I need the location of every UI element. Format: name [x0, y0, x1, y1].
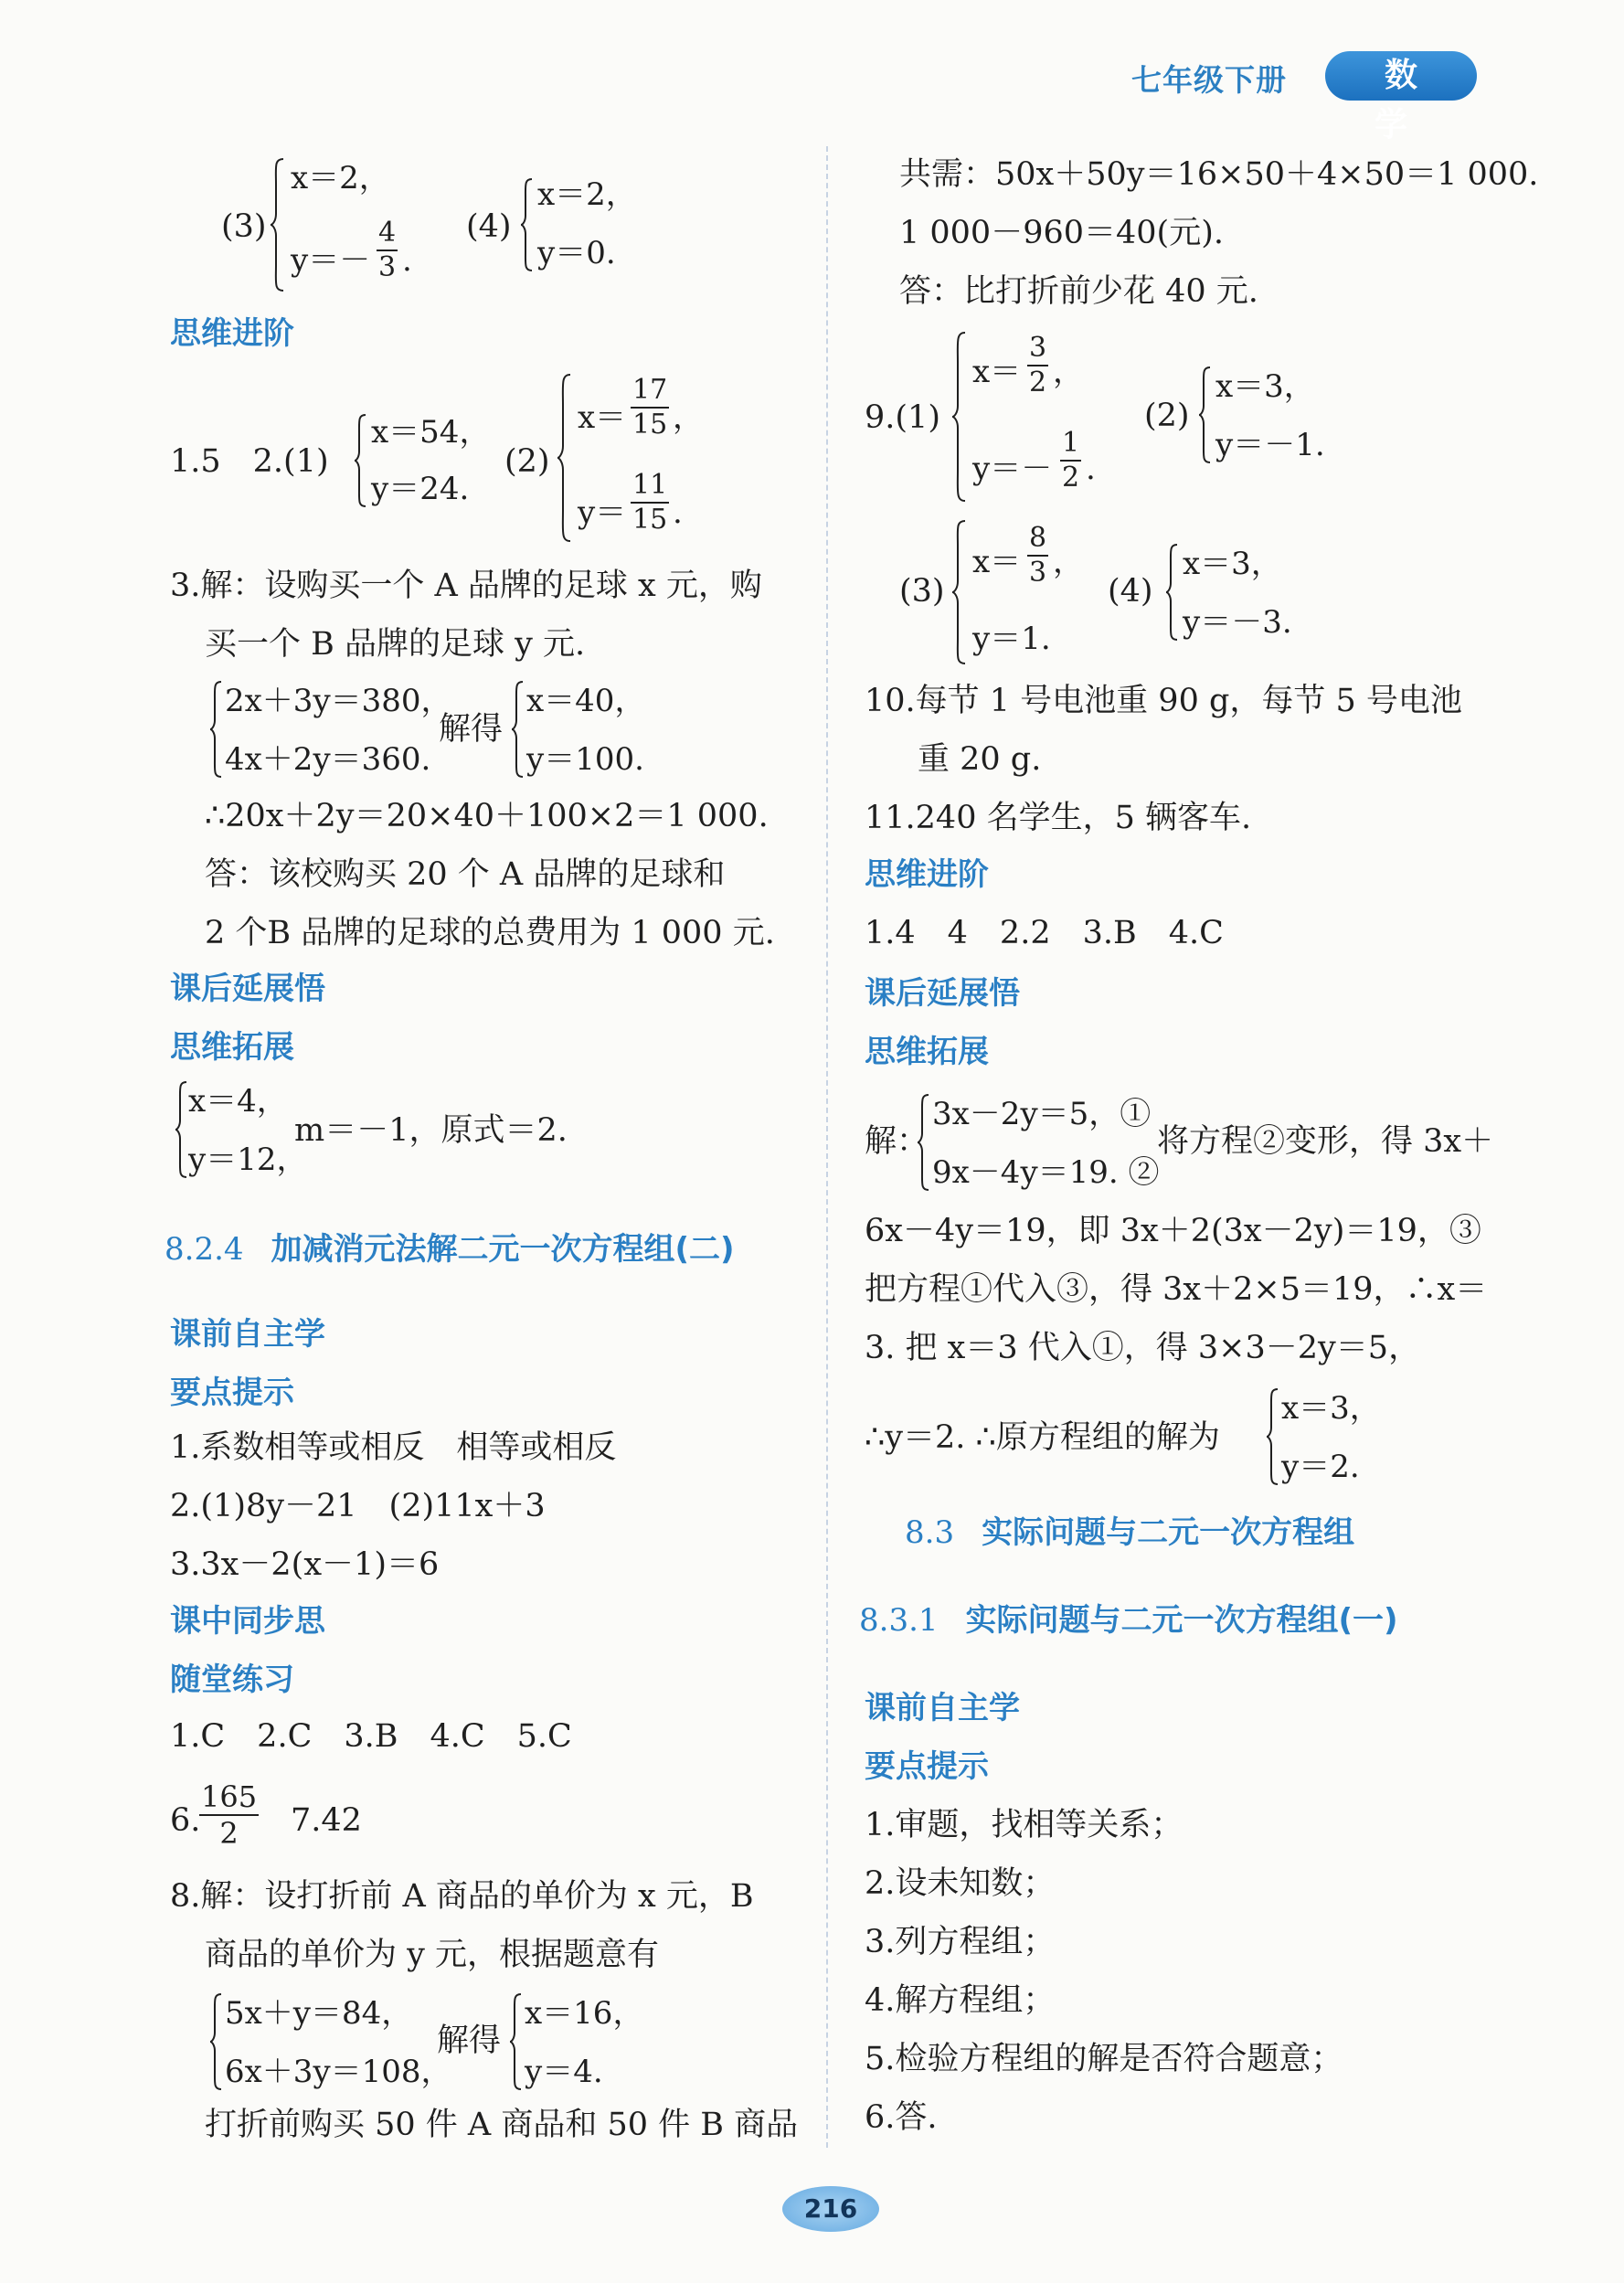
text-line: 6. [170, 1802, 201, 1839]
brace-icon [510, 680, 525, 779]
eq-y: y＝－ [291, 242, 371, 279]
fraction-num: 4 [377, 219, 398, 251]
eq-x: x＝3， [1281, 1390, 1381, 1427]
fraction-num: 3 [1027, 334, 1048, 366]
text-line: 将方程②变形，得 3x＋ [1157, 1123, 1494, 1160]
text-line: 3.3x－2(x－1)＝6 [170, 1546, 440, 1583]
section-title-8-3-1 [859, 1602, 1398, 1639]
section-name: 实际问题与二元一次方程组(一) [965, 1602, 1398, 1639]
column-divider [826, 146, 828, 2148]
text-line: 6x－4y＝19，即 3x＋2(3x－2y)＝19，③ [865, 1213, 1481, 1249]
brace-icon [519, 177, 534, 272]
text-line: 8.解：设打折前 A 商品的单价为 x 元，B [170, 1878, 754, 1915]
text-line: 把方程①代入③，得 3x＋2×5＝19，∴x＝ [865, 1271, 1488, 1308]
heading-in-class: 课中同步思 [170, 1603, 325, 1640]
heading-after-class: 课后延展悟 [865, 975, 1020, 1012]
eq-y: y＝100. [526, 741, 644, 778]
text-line: 3.列方程组； [865, 1924, 1056, 1960]
eq-x: x＝16， [525, 1995, 644, 2032]
text-line: 3.解：设购买一个 A 品牌的足球 x 元，购 [170, 568, 762, 604]
text-line: 5.检验方程组的解是否符合题意； [865, 2041, 1343, 2077]
text-line: 1.审题，找相等关系； [865, 1807, 1184, 1843]
equation-system [1197, 366, 1343, 464]
heading-expand: 思维拓展 [170, 1029, 294, 1066]
fraction-den: 3 [1029, 557, 1047, 589]
eq-1: 5x＋y＝84， [225, 1995, 413, 2032]
eq-x: x＝ [972, 544, 1022, 580]
eq-1: 3x－2y＝5，① [932, 1096, 1152, 1132]
eq-x: x＝3， [1183, 546, 1282, 582]
equation-system [950, 331, 1115, 503]
heading-pre-class: 课前自主学 [170, 1316, 325, 1353]
text-line: 答：该校购买 20 个 A 品牌的足球和 [205, 856, 726, 893]
fraction-num: 8 [1027, 525, 1048, 557]
brace-icon [1164, 543, 1179, 642]
brace-icon [208, 1992, 223, 2091]
fraction [1060, 427, 1081, 494]
eq-y: y＝4. [525, 2054, 603, 2090]
section-name: 实际问题与二元一次方程组 [982, 1514, 1355, 1551]
section-title-8-3 [905, 1514, 1355, 1551]
label: (3) [221, 208, 267, 245]
text-line: 商品的单价为 y 元，根据题意有 [205, 1937, 660, 1973]
eq-y: y＝ [578, 494, 627, 531]
brace-icon [353, 413, 367, 508]
label: (3) [899, 573, 945, 610]
fraction [631, 374, 669, 441]
eq-2: 4x＋2y＝360. [225, 741, 431, 778]
equation-system [353, 413, 491, 508]
fraction-num: 17 [631, 377, 669, 409]
fraction [1027, 334, 1048, 397]
fraction-den: 2 [1029, 366, 1047, 398]
grade-label: 七年级下册 [1131, 62, 1287, 98]
section-number: 8.2.4 [165, 1231, 244, 1268]
eq-x: x＝40， [526, 683, 646, 719]
text-line: 7.42 [291, 1802, 362, 1839]
text-line: ∴y＝2. ∴原方程组的解为 [865, 1419, 1220, 1456]
text-line: ∴20x＋2y＝20×40＋100×2＝1 000. [205, 798, 769, 834]
eq-2: 9x－4y＝19. ② [932, 1154, 1160, 1191]
fraction [631, 469, 669, 536]
eq-end: ， [1053, 544, 1084, 580]
eq-y: y＝－1. [1215, 427, 1325, 463]
label: (4) [466, 208, 512, 245]
equation-system [174, 1080, 308, 1179]
heading-thinking: 思维进阶 [865, 856, 989, 893]
page-number: 216 [782, 2186, 879, 2232]
eq-end: . [673, 494, 683, 531]
label: 解： [865, 1123, 929, 1160]
text-line: 2.设未知数； [865, 1865, 1056, 1902]
text-line: m＝－1，原式＝2. [294, 1112, 568, 1149]
text-line: 重 20 g. [918, 741, 1042, 778]
eq-x: x＝2， [537, 176, 637, 213]
text-line: 1 000－960＝40(元). [899, 215, 1224, 251]
fraction [199, 1779, 259, 1851]
eq-end: . [402, 242, 412, 279]
equation-system [916, 1093, 1160, 1192]
section-title-8-2-4 [165, 1231, 735, 1268]
equation-system [950, 519, 1097, 665]
text-line: 2.(1)8y－21 (2)11x＋3 [170, 1488, 546, 1524]
equation-system [1265, 1387, 1393, 1486]
brace-icon [950, 519, 967, 665]
brace-icon [508, 1992, 523, 2091]
text-line: 10.每节 1 号电池重 90 g，每节 5 号电池 [865, 683, 1462, 719]
eq-y: y＝0. [537, 235, 616, 271]
heading-thinking: 思维进阶 [170, 315, 294, 352]
subject-badge: 数 学 [1325, 51, 1477, 101]
eq-y: y＝1. [972, 621, 1051, 657]
text-line: 1.4 4 2.2 3.B 4.C [865, 915, 1224, 951]
text-line: 共需：50x＋50y＝16×50＋4×50＝1 000. [899, 156, 1539, 193]
brace-icon [556, 373, 572, 543]
text-line: 打折前购买 50 件 A 商品和 50 件 B 商品 [205, 2107, 799, 2143]
fraction-den: 15 [632, 504, 668, 536]
brace-icon [1265, 1387, 1279, 1486]
text-line: 1.系数相等或相反 相等或相反 [170, 1429, 617, 1466]
label: (2) [1144, 398, 1190, 434]
heading-expand: 思维拓展 [865, 1034, 989, 1070]
heading-after-class: 课后延展悟 [170, 971, 325, 1007]
label: (4) [1108, 573, 1153, 610]
answer-line: 1.5 2.(1) [170, 443, 329, 480]
fraction-den: 2 [219, 1816, 239, 1851]
equation-system [269, 157, 451, 292]
eq-end: . [1086, 451, 1096, 487]
text-line: 11.240 名学生，5 辆客车. [865, 800, 1252, 836]
fraction-num: 11 [631, 472, 669, 504]
brace-icon [174, 1080, 188, 1179]
section-number: 8.3.1 [859, 1602, 939, 1639]
eq-y: y＝－ [972, 451, 1053, 487]
eq-x: x＝3， [1215, 368, 1315, 405]
eq-y: y＝24. [371, 471, 470, 507]
equation-system [519, 177, 656, 272]
fraction-num: 1 [1060, 430, 1081, 462]
fraction-den: 2 [1062, 462, 1080, 494]
equation-system [556, 373, 711, 543]
heading-pre-class: 课前自主学 [865, 1690, 1020, 1726]
text-line: 4.解方程组； [865, 1982, 1056, 2019]
heading-practice: 随堂练习 [170, 1662, 294, 1698]
eq-x: x＝ [972, 354, 1022, 390]
text-line: 2 个B 品牌的足球的总费用为 1 000 元. [205, 915, 775, 951]
eq-y: y＝2. [1281, 1449, 1360, 1485]
eq-x: x＝ [578, 399, 627, 436]
text-line: 3. 把 x＝3 代入①，得 3×3－2y＝5， [865, 1330, 1421, 1366]
equation-system [510, 680, 647, 779]
fraction-num: 165 [201, 1779, 258, 1814]
label: 9.(1) [865, 399, 940, 436]
eq-2: 6x＋3y＝108， [225, 2054, 452, 2090]
solve-label: 解得 [439, 711, 504, 748]
brace-icon [208, 680, 223, 779]
heading-key-points: 要点提示 [170, 1375, 294, 1411]
heading-key-points: 要点提示 [865, 1748, 989, 1785]
section-name: 加减消元法解二元一次方程组(二) [271, 1231, 735, 1268]
text-line: 1.C 2.C 3.B 4.C 5.C [170, 1718, 572, 1755]
fraction [1027, 522, 1048, 589]
eq-end: ， [673, 399, 704, 436]
equation-system [208, 1992, 452, 2091]
text-line: 答：比打折前少花 40 元. [899, 273, 1258, 310]
eq-end: ， [1053, 354, 1084, 390]
brace-icon [1197, 366, 1212, 464]
fraction-den: 15 [632, 409, 668, 441]
eq-x: x＝2， [291, 160, 390, 196]
eq-x: x＝54， [371, 414, 491, 451]
brace-icon [916, 1093, 930, 1192]
equation-system [508, 1992, 644, 2091]
fraction-den: 3 [378, 251, 397, 283]
text-line: 买一个 B 品牌的足球 y 元. [205, 626, 586, 663]
brace-icon [950, 331, 967, 503]
fraction [377, 219, 398, 281]
section-number: 8.3 [905, 1514, 955, 1551]
equation-system [208, 680, 452, 779]
eq-1: 2x＋3y＝380， [225, 683, 452, 719]
eq-x: x＝4， [188, 1083, 288, 1120]
eq-y: y＝12， [188, 1142, 308, 1178]
eq-y: y＝－3. [1183, 604, 1292, 641]
text-line: 6.答. [865, 2099, 938, 2136]
brace-icon [269, 157, 285, 292]
equation-system [1164, 543, 1311, 642]
label: (2) [504, 443, 550, 480]
solve-label: 解得 [437, 2023, 502, 2059]
